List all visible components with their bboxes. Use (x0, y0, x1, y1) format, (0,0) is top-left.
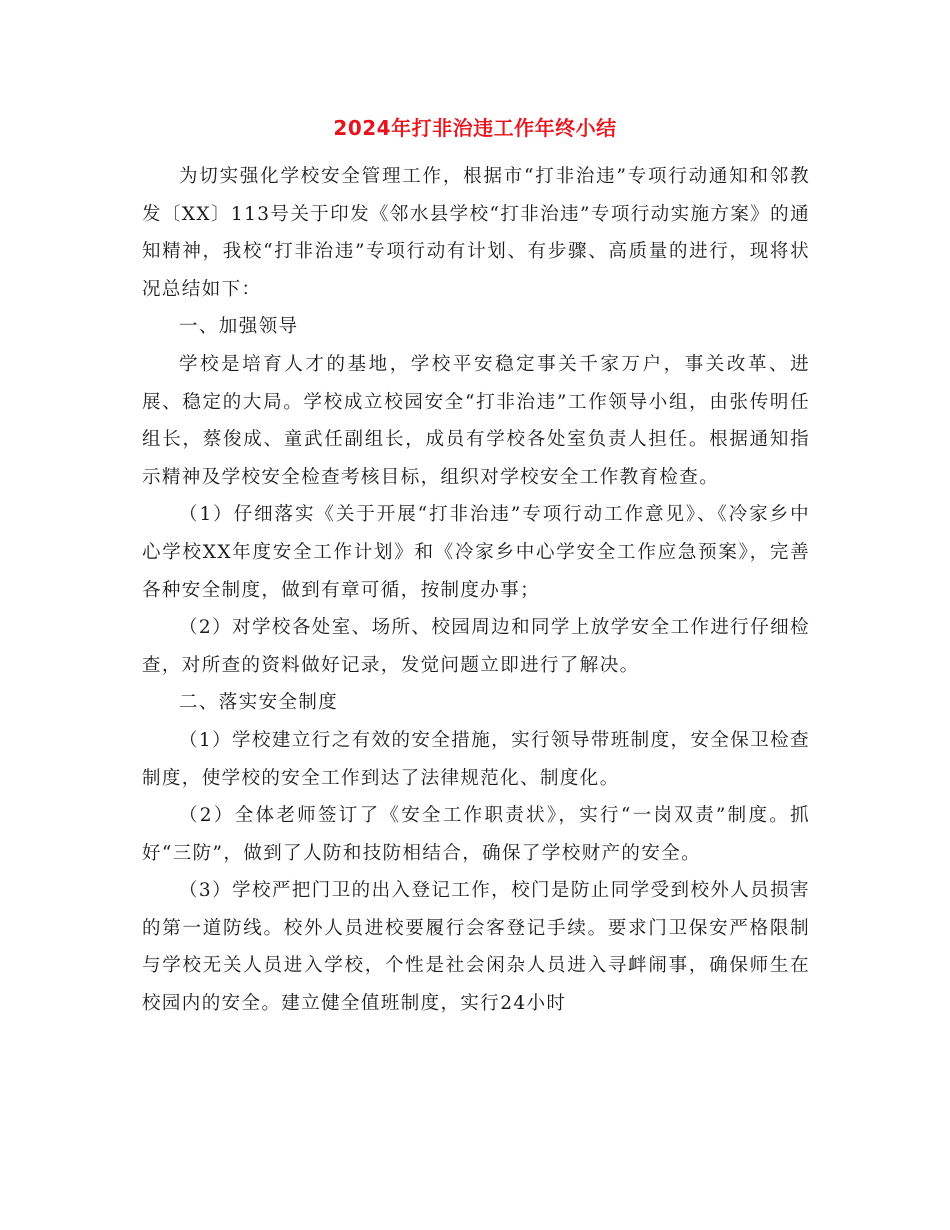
safety-item-1: （1）学校建立行之有效的安全措施，实行领导带班制度，安全保卫检查制度，使学校的安全工作到达了法律规范化、制度化。 (142, 729, 810, 789)
document-body (142, 158, 810, 1023)
section-heading-safety-system: 二、落实安全制度 (179, 692, 339, 714)
safety-item-3: （3）学校严把门卫的出入登记工作，校门是防止同学受到校外人员损害的第一道防线。校外人员进校要履行会客登记手续。要求门卫保安严格限制与学校无关人员进入学校，个性是社会闲杂人员进入寻衅闹事，确保师生在校园内的安全。建立健全值班制度，实行24小时 (142, 880, 810, 1015)
intro-paragraph: 为切实强化学校安全管理工作，根据市“打非治违”专项行动通知和邻教发〔XX〕113号关于印发《邻水县学校“打非治违”专项行动实施方案》的通知精神，我校“打非治违”专项行动有计划、有步骤、高质量的进行，现将状况总结如下： (142, 166, 810, 300)
document-title: 2024年打非治违工作年终小结 (333, 116, 617, 140)
section-heading-leadership: 一、加强领导 (179, 316, 299, 338)
leadership-item-1: （1）仔细落实《关于开展“打非治违”专项行动工作意见》、《冷家乡中心学校XX年度安全工作计划》和《冷家乡中心学安全工作应急预案》，完善各种安全制度，做到有章可循，按制度办事； (142, 504, 810, 601)
leadership-item-2: （2）对学校各处室、场所、校园周边和同学上放学安全工作进行仔细检查，对所查的资料做好记录，发觉问题立即进行了解决。 (142, 617, 810, 676)
safety-item-2: （2）全体老师签订了《安全工作职责状》，实行“一岗双责”制度。抓好“三防”，做到了人防和技防相结合，确保了学校财产的安全。 (142, 805, 810, 864)
leadership-paragraph: 学校是培育人才的基地，学校平安稳定事关千家万户，事关改革、进展、稳定的大局。学校成立校园安全“打非治违”工作领导小组，由张传明任组长，蔡俊成、童武任副组长，成员有学校各处室负责人担任。根据通知指示精神及学校安全检查考核目标，组织对学校安全工作教育检查。 (142, 353, 810, 488)
